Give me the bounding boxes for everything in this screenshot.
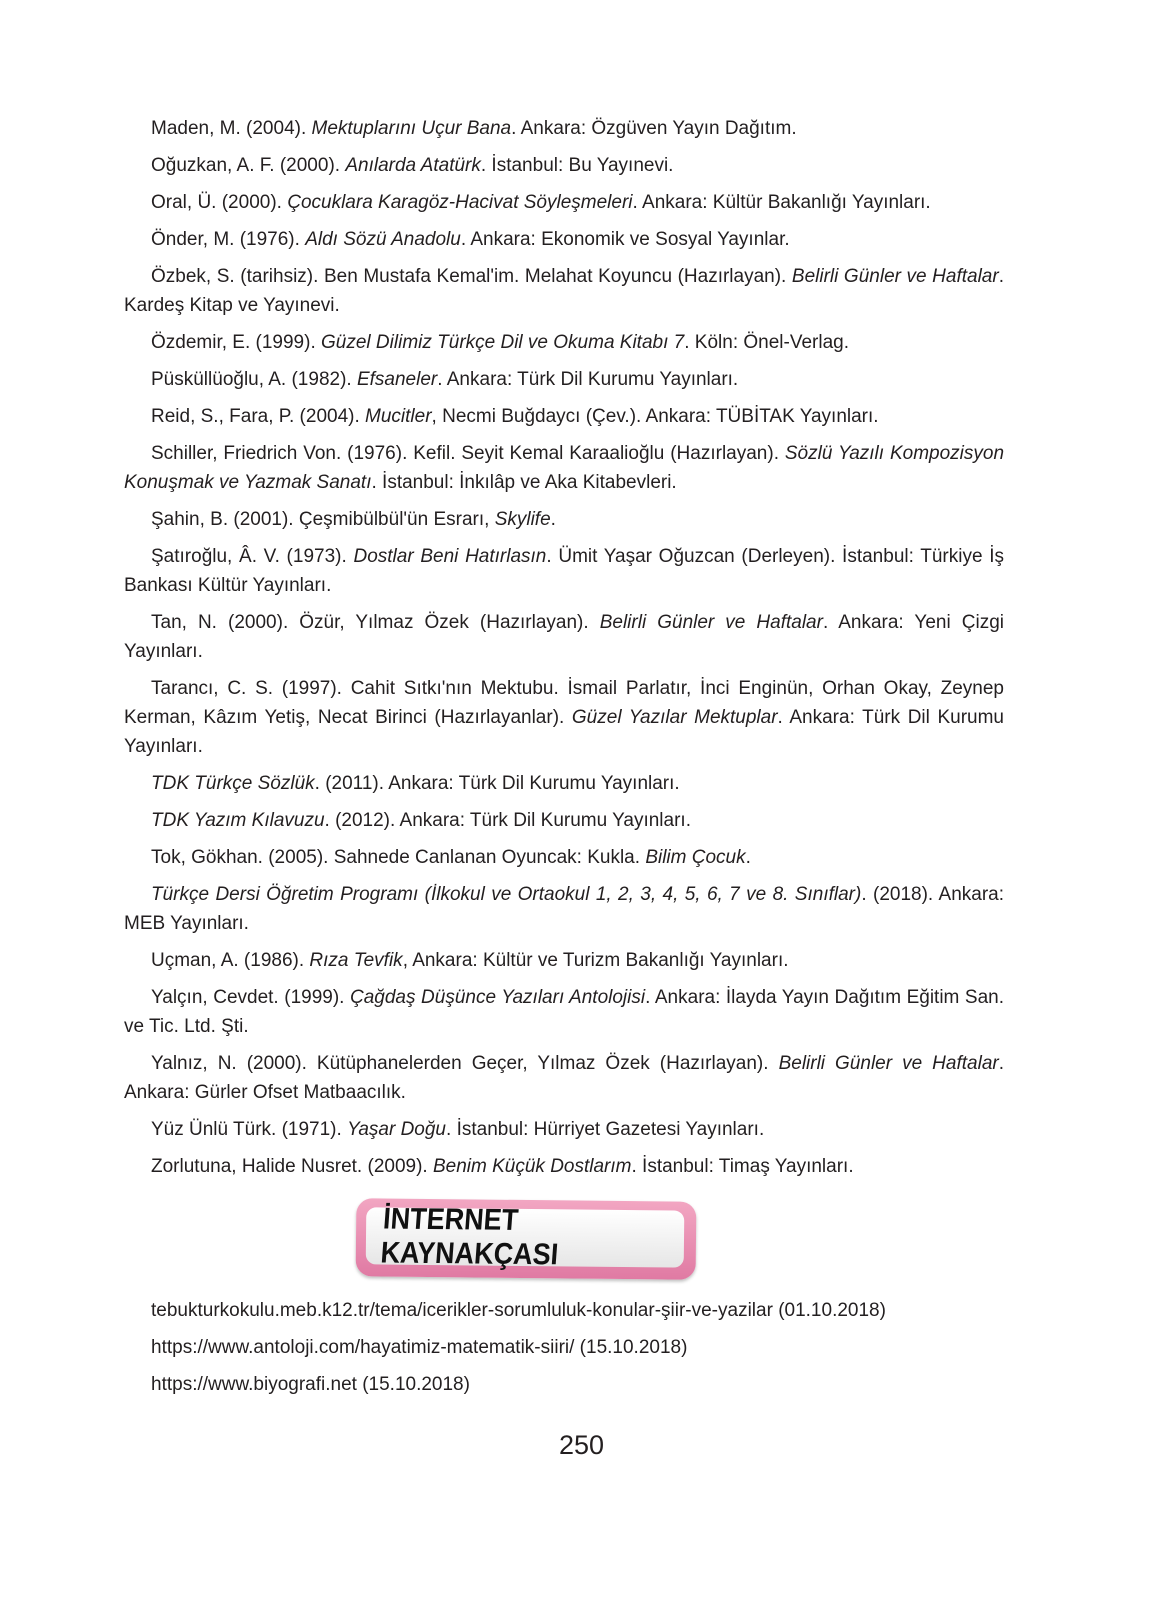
reference-entry [124,188,1004,217]
reference-title: Türkçe Dersi Öğretim Programı (İlkokul ve Ortaokul 1, 2, 3, 4, 5, 6, 7 ve 8. Sınıflar) [151,884,862,905]
reference-text: , Ankara: Kültür ve Turizm Bakanlığı Yayınları. [402,950,789,971]
reference-text: Tok, Gökhan. (2005). Sahnede Canlanan Oyuncak: Kukla. [151,847,646,868]
reference-title: Bilim Çocuk [645,847,746,868]
reference-text: . İstanbul: Timaş Yayınları. [631,1156,854,1177]
reference-title: TDK Yazım Kılavuzu [151,810,325,831]
reference-entry [124,880,1004,938]
reference-text: Yalçın, Cevdet. (1999). [151,987,350,1008]
reference-title: Belirli Günler ve Haftalar [778,1053,999,1074]
reference-text: . Ankara: Gürler Ofset Matbaacılık. [124,1053,1004,1103]
reference-text: . [550,509,556,530]
page-number: 250 [558,1430,605,1460]
reference-entry [124,769,1004,798]
reference-text: Oğuzkan, A. F. (2000). [151,155,346,176]
reference-text: Oral, Ü. (2000). [151,192,288,213]
reference-text: . Kardeş Kitap ve Yayınevi. [124,266,1004,316]
reference-title: TDK Türkçe Sözlük [151,773,315,794]
reference-text: . (2011). Ankara: Türk Dil Kurumu Yayınları. [314,773,680,794]
reference-title: Benim Küçük Dostlarım [432,1156,632,1177]
reference-title: Aldı Sözü Anadolu [305,229,461,250]
reference-entry [124,542,1004,600]
reference-text: , Necmi Buğdaycı (Çev.). Ankara: TÜBİTAK Yayınları. [431,406,879,427]
reference-entry [124,262,1004,320]
reference-text: Yüz Ünlü Türk. (1971). [151,1119,348,1140]
reference-text: . İstanbul: Bu Yayınevi. [480,155,674,176]
reference-text: . İstanbul: Hürriyet Gazetesi Yayınları. [446,1119,765,1140]
reference-text: . Ankara: Özgüven Yayın Dağıtım. [511,118,797,139]
reference-entry [124,151,1004,180]
reference-text: . İstanbul: İnkılâp ve Aka Kitabevleri. [371,472,677,493]
reference-text: Özdemir, E. (1999). [151,332,322,353]
reference-entry [124,439,1004,497]
banner-title: İNTERNET KAYNAKÇASI [379,1202,560,1271]
reference-text: . (2012). Ankara: Türk Dil Kurumu Yayınları. [324,810,691,831]
reference-text: Tarancı, C. S. (1997). Cahit Sıtkı'nın Mektubu. İsmail Parlatır, İnci Enginün, Orhan Okay, Zeynep Kerman, Kâzım Yetiş, Necat Birinci (Hazırlayanlar). [124,678,1004,728]
internet-source: tebukturkokulu.meb.k12.tr/tema/icerikler-sorumluluk-konular-şiir-ve-yazilar (01.10.2018) [151,1300,886,1321]
reference-title: Güzel Dilimiz Türkçe Dil ve Okuma Kitabı 7 [321,332,685,353]
internet-source: https://www.biyografi.net (15.10.2018) [151,1374,470,1395]
reference-text: Şahin, B. (2001). Çeşmibülbül'ün Esrarı, [151,509,495,530]
reference-text: . Ankara: Türk Dil Kurumu Yayınları. [437,369,739,390]
banner-inner [366,1202,685,1271]
reference-text: Püsküllüoğlu, A. (1982). [151,369,357,390]
reference-entry [124,328,1004,357]
reference-title: Mektuplarını Uçur Bana [311,118,512,139]
reference-text: . Ankara: Kültür Bakanlığı Yayınları. [632,192,931,213]
reference-entry [124,983,1004,1041]
reference-text: Yalnız, N. (2000). Kütüphanelerden Geçer, Yılmaz Özek (Hazırlayan). [151,1053,779,1074]
reference-entry [124,402,1004,431]
reference-text: . Ankara: Yeni Çizgi Yayınları. [124,612,1004,662]
reference-text: Zorlutuna, Halide Nusret. (2009). [151,1156,433,1177]
reference-text: . (2018). Ankara: MEB Yayınları. [124,884,1004,934]
reference-title: Belirli Günler ve Haftalar [791,266,999,287]
reference-entry [124,806,1004,835]
reference-list [124,114,1004,1189]
reference-entry [124,843,1004,872]
reference-title: Anılarda Atatürk [345,155,481,176]
reference-title: Yaşar Doğu [347,1119,447,1140]
reference-entry [124,608,1004,666]
reference-title: Dostlar Beni Hatırlasın [353,546,547,567]
reference-title: Rıza Tevfik [309,950,403,971]
reference-entry [124,1115,1004,1144]
reference-text: . Ankara: Ekonomik ve Sosyal Yayınlar. [460,229,790,250]
reference-text: Şatıroğlu, Â. V. (1973). [151,546,354,567]
reference-title: Skylife [494,509,551,530]
reference-title: Güzel Yazılar Mektuplar [571,707,778,728]
reference-entry [124,505,1004,534]
reference-text: . [745,847,751,868]
reference-title: Efsaneler [356,369,438,390]
reference-entry [124,1049,1004,1107]
reference-text: . Köln: Önel-Verlag. [684,332,849,353]
reference-entry [124,946,1004,975]
reference-entry [124,225,1004,254]
reference-title: Belirli Günler ve Haftalar [599,612,823,633]
reference-title: Sözlü Yazılı Kompozisyon Konuşmak ve Yazmak Sanatı [124,443,1005,493]
reference-text: Önder, M. (1976). [151,229,306,250]
reference-entry [124,365,1004,394]
reference-entry [124,674,1004,761]
internet-source: https://www.antoloji.com/hayatimiz-matematik-siiri/ (15.10.2018) [151,1337,688,1358]
reference-text: Schiller, Friedrich Von. (1976). Kefil. Seyit Kemal Karaalioğlu (Hazırlayan). [151,443,785,464]
reference-entry [124,1152,1004,1181]
reference-text: Uçman, A. (1986). [151,950,310,971]
reference-text: Özbek, S. (tarihsiz). Ben Mustafa Kemal'im. Melahat Koyuncu (Hazırlayan). [151,266,792,287]
internet-sources-banner [356,1198,697,1280]
reference-text: Maden, M. (2004). [151,118,312,139]
internet-source-list [124,1296,1004,1407]
reference-title: Çocuklara Karagöz-Hacivat Söyleşmeleri [287,192,633,213]
reference-text: Reid, S., Fara, P. (2004). [151,406,366,427]
reference-text: . Ankara: Türk Dil Kurumu Yayınları. [124,707,1004,757]
reference-title: Mucitler [365,406,432,427]
reference-title: Çağdaş Düşünce Yazıları Antolojisi [350,987,646,1008]
reference-text: . Ankara: İlayda Yayın Dağıtım Eğitim San. ve Tic. Ltd. Şti. [124,987,1005,1037]
reference-text: . Ümit Yaşar Oğuzcan (Derleyen). İstanbul: Türkiye İş Bankası Kültür Yayınları. [124,546,1004,596]
reference-text: Tan, N. (2000). Özür, Yılmaz Özek (Hazırlayan). [151,612,600,633]
reference-entry [124,114,1004,143]
